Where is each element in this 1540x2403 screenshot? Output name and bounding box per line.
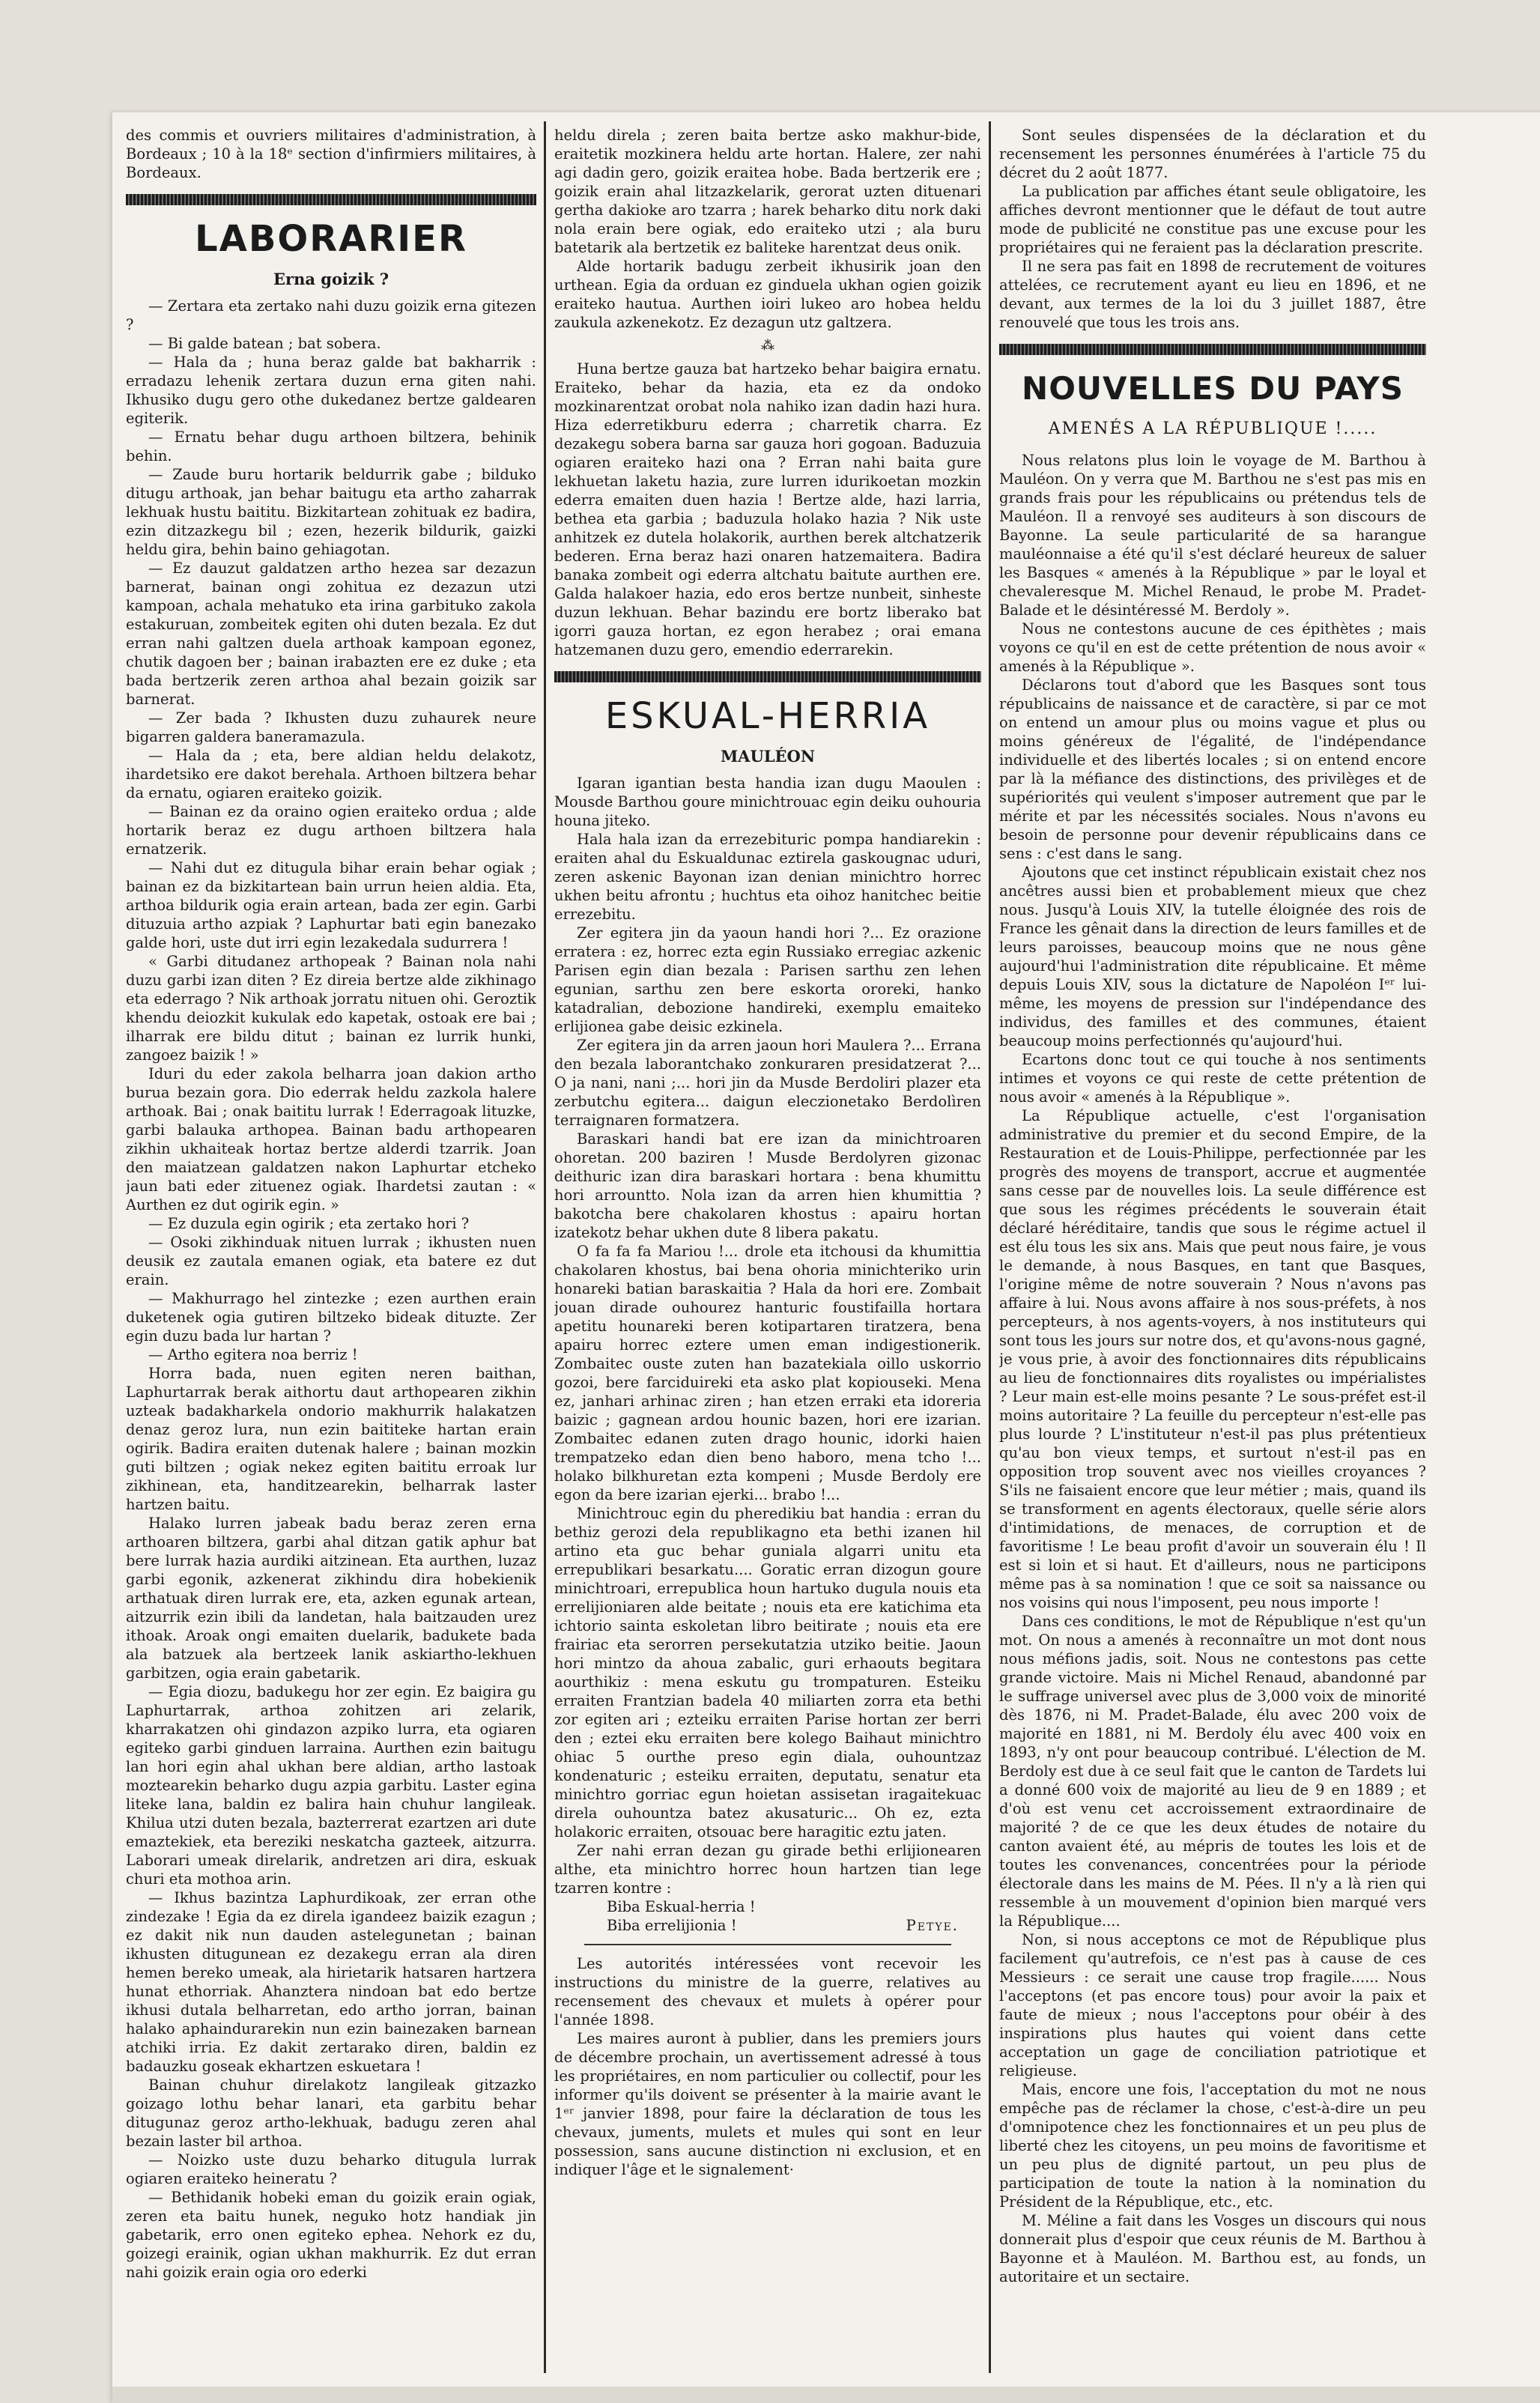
paragraph: — Ez dauzut galdatzen artho hezea sar dezazun barnerat, bainan ongi zohitua ez dezazun utzi kampoan, achala mehatuko eta irina garbituko zakola estakuruan, zombeitek egiten ohi duten bezala. Ez dut erran nahi galtzen duela arthoak kampoan egonez, chutik dagoen ber ; bainan irabazten ere ez duke ; eta bada bertzerik zeren arthoa ahal bezain goizik sar barnerat. <box>126 560 536 708</box>
paragraph: — Nahi dut ez ditugula bihar erain behar ogiak ; bainan ez da bizkitartean bain urrun heien aldia. Eta, arthoa bildurik ogia erain artean, bada zer egin. Garbi dituzuia artho azpiak ? Laphurtar bati egin banezako galde hori, uste dut irri egin lezakedala sudurrera ! <box>126 859 536 951</box>
paragraph: — Zertara eta zertako nahi duzu goizik erna gitezen ? <box>126 297 536 333</box>
paragraph: Ecartons donc tout ce qui touche à nos sentiments intimes et voyons ce qui reste de cette prétention de nous avoir « amenés à la République ». <box>999 1051 1426 1106</box>
paragraph: — Artho egitera noa berriz ! <box>148 1346 358 1363</box>
paragraph: heldu direla ; zeren baita bertze asko makhur-bide, eraitetik mozkinera heldu arte hortan. Halere, zer nahi agi dadin gero, goizik eraitea hobe. Bada bertzerik ere ; goizik erain ahal litzazkelarik, gerorat uzten dituenari gertha dakioke aro tzarra ; harek beharko ditu nork daki nola erain bere ogiak, edo eraiteko utzi ; ala buru batetarik ala bertzetik ez baliteke harentzat deus onik. <box>554 127 981 256</box>
paragraph: La République actuelle, c'est l'organisation administrative du premier et du second Empire, de la Restauration et de Louis-Philippe, perfectionnée par les progrès des moyens de transport, accrue et augmentée sans cesse par de nouvelles lois. La seule différence est que sous les régimes précédents le souverain était déclaré héréditaire, tandis que sous le régime actuel il est élu tous les six ans. Mais que peut nous faire, je vous le demande, à nous Basques, en tant que Basques, l'origine même de notre souverain ? Nous n'avons pas affaire à lui. Nous avons affaire à nos sous-préfets, à nos percepteurs, à nos agents-voyers, à nos instituteurs qui sont tous les jours sur notre dos, et qu'avons-nous gagné, je vous prie, à avoir des fonctionnaires dits républicains au lieu de fonctionnaires dits royalistes ou impérialistes ? Leur main est-elle moins pesante ? Le sous-préfet est-il moins autoritaire ? La feuille du percepteur n'est-elle pas plus lourde ? L'instituteur n'est-il pas plus prétentieux qu'au bon vieux temps, et surtout n'est-il pas en opposition trop souvent avec nos vieilles croyances ? S'ils ne faisaient encore que leur métier ; mais, quand ils se transforment en agents électoraux, quelle série alors d'intimidations, de menaces, de corruption et de favoritisme ! Le beau profit d'avoir un souverain élu ! Il est si loin et si haut. Et d'ailleurs, nous ne participons même pas à sa nomination ! que ce soit sa naissance ou nos voisins qui nous l'imposent, peu nous importe ! <box>999 1107 1426 1611</box>
column-rule-right <box>989 121 991 2373</box>
paragraph: Sont seules dispensées de la déclaration et du recensement les personnes énumérées à l'article 75 du décret du 2 août 1877. <box>999 127 1426 181</box>
ornament-band <box>554 671 981 682</box>
paragraph: Il ne sera pas fait en 1898 de recrutement de voitures attelées, ce recrutement ayant eu lieu en 1896, et ne devant, aux termes de la loi du 3 juillet 1887, être renouvelé que tous les trois ans. <box>999 258 1426 331</box>
column-rule-left <box>544 121 546 2373</box>
signature: Petye. <box>906 1917 959 1934</box>
laborarier-masthead: LABORARIER <box>195 218 467 260</box>
paragraph: M. Méline a fait dans les Vosges un discours qui nous donnerait plus d'espoir que ceux réunis de M. Barthou à Bayonne et à Mauléon. M. Barthou est, au fonds, un autoritaire et un sectaire. <box>999 2212 1426 2285</box>
verse-signature-line <box>554 1916 981 1935</box>
paragraph: — Zaude buru hortarik beldurrik gabe ; bilduko ditugu arthoak, jan behar baitugu eta artho zaharrak lekhuak hustu baititu. Bizkitartean zohituak ez badira, ezin ditzazkegu bil ; ezen, hezerik bildurik, gaizki heldu gira, behin baino gehiagotan. <box>126 466 536 558</box>
paragraph: Halako lurren jabeak badu beraz zeren erna arthoaren biltzera, garbi ahal ditzan gatik aphur bat bere lurrak hazia aurdiki aitzinean. Eta aurthen, luzaz garbi egonik, azkenerat zikhindu dira hobekienik arthatuak diren lurrak ere, eta, azken egunak artean, aitzurrik ezin ibili da landetan, hala baitzauden urez ithoak. Aroak ongi emaiten duelarik, badukete bada ala batzuek ala bertzeek lanik askiartho-lekhuen garbitzen, ogia erain gabetarik. <box>126 1515 536 1682</box>
paragraph: O fa fa fa Mariou !... drole eta itchousi da khumittia chakolaren khostus, bai bena ohoria minichteriko urin honareki batian baraskaitia ? Hala da hori ere. Zombait jouan dirade ouhourez hanturic foustifailla hortara apetitu hounareki beren kotipartaren tiratzera, bena apairu horrec eztere umen eman indigestionerik. Zombaitec ouste zuten han bazatekiala oillo uskorrio gozoi, bere farciduireki eta asko plat kopiouseki. Mena ez, janhari arhinac ziren ; han etzen erraki eta idoreria baizic ; gagnean ardou hounic bazen, hori ere izarian. Zombaitec edanen zuten drago hounic, idorki haien trempatzeko edan dien beno haboro, mena tcho !... holako bilkhuretan ezta kompeni ; Musde Berdoly ere egon da bere izarian ejerki... brabo !... <box>554 1243 981 1503</box>
article-body <box>126 297 536 2282</box>
paragraph: Nous relatons plus loin le voyage de M. Barthou à Mauléon. On y verra que M. Barthou ne s'est pas mis en grands frais pour les républicains ou prétendus tels de Mauléon. Il a renvoyé ses auditeurs à son discours de Bayonne. La seule particularité de sa harangue mauléonnaise a été qu'il s'est déclaré heureux de saluer les Basques « amenés à la République » par le loyal et chevaleresque M. Michel Renaud, le probe M. Pradet-Balade et le désintéressé M. Berdoly ». <box>999 452 1426 619</box>
separator-line <box>584 1944 951 1945</box>
paragraph: Zer egitera jin da arren jaoun hori Maulera ?... Errana den bezala laborantchako zonkuraren presidatzerat ?... O ja nani, nani ;... hori jin da Musde Berdoliri plazer eta zerbutchu egitera... daigun eleczionetako Berdolìren terraignaren formatzera. <box>554 1037 981 1129</box>
paragraph: — Hala da ; huna beraz galde bat bakharrik : erradazu lehenik zertara duzun erna giten nahi. Ikhusiko dugu gero othe dukedanez bertze galdearen egiterik. <box>126 354 536 427</box>
paragraph: Zer nahi erran dezan gu girade bethi erlijionearen althe, eta minichtro horrec houn hartzen tian lege tzarren kontre : <box>554 1842 981 1897</box>
paragraph: Baraskari handi bat ere izan da minichtroaren ohoretan. 200 baziren ! Musde Berdolyren gizonac deithuric izan dira baraskari hortara : bena khumittu hori arrountto. Nola izan da arren hien khumittia ? bakotcha bere chakolaren khostus : apairu hortan izatekotz behar ukhen dute 8 libera pakatu. <box>554 1130 981 1241</box>
eskual-herria-masthead: ESKUAL-HERRIA <box>604 695 931 737</box>
paragraph: « Garbi ditudanez arthopeak ? Bainan nola nahi duzu garbi izan diten ? Ez direia bertze alde zikhinago eta ederrago ? Nik arthoak jorratu nituen ohi. Geroztik khendu deiozkit kukulak edo kapetak, ostoak ere bai ; ilharrak ere bildu ditut ; bainan ez lurrik hunki, zangoez baizik ! » <box>126 953 536 1064</box>
ornament-band <box>999 344 1426 355</box>
intro-text: des commis et ouvriers militaires d'administration, à Bordeaux ; 10 à la 18ᵉ section d'infirmiers militaires, à Bordeaux. <box>126 127 536 181</box>
verse-text: Biba errelijionia ! <box>607 1917 737 1934</box>
paragraph: Nous ne contestons aucune de ces épithètes ; mais voyons ce qu'il en est de cette prétention de nous avoir « amenés à la République ». <box>999 620 1426 675</box>
ornament-band <box>126 194 536 205</box>
paragraph: Minichtrouc egin du pheredikiu bat handia : erran du bethiz gerozi dela republikagno eta bethi izanen hil artino eta guc behar guniala algarri unitu eta errepublikari besarkatu.... Goratic erran dizogun goure minichtroari, errepublica houn hartuko dugula nouis eta errelijioniaren alde beitate ; nouis eta ere katichima eta ichtorio sainta eskoletan libro beitirate ; nouis eta ere frairiac eta serorren persekutatzia utziko beitie. Jaoun hori mintzo da ahoua zabalic, guri erhaouts begitara aourthikiz : mena eskutu gu trompaturen. Esteiku erraiten Frantzian badela 40 miliarten zorra eta bethi zor egiten ari ; ezteiku erraiten Parise hortan zer berri den ; eztei eku erraiten bere kolego Baihaut minichtro ohiac 5 ourthe preso egin diala, ouhountzaz kondenaturic ; esteiku erraiten, deputatu, senatur eta minichtro gorriac egun hoietan assisetan iragaitekuac direla ouhountza batez akusaturic... Oh ez, ezta holakoric erraiten, otsouac bere haragitic eztu jaten. <box>554 1505 981 1840</box>
column-2 <box>554 126 981 2373</box>
paragraph: — Hala da ; eta, bere aldian heldu delakotz, ihardetsiko ere dakot berehala. Arthoen biltzera behar da ernatu, ogiaren eraiteko goizik. <box>126 747 536 801</box>
verse-text: Biba Eskual-herria ! <box>607 1898 756 1915</box>
section-subtitle: AMENÉS A LA RÉPUBLIQUE !..... <box>1048 419 1377 438</box>
paragraph: — Bethidanik hobeki eman du goizik erain ogiak, zeren eta baitu hunek, neguko hotz handiak jin gabetarik, erro onen egiteko ephea. Nehork ez du, goizegi erainik, ogian ukhan makhurrik. Ez dut erran nahi goizik erain ogia oro ederki <box>126 2189 536 2281</box>
paragraph: Déclarons tout d'abord que les Basques sont tous républicains de naissance et de caractère, si par ce mot on entend un amour plus ou moins vague et plus ou moins généreux de l'égalité, de l'indépendance individuelle et des libertés locales ; si on entend encore par là la méfiance des distinctions, des privilèges et de supériorités qui veulent s'imposer autrement que par le mérite et par les nécessités sociales. Nous n'avons eu besoin de personne pour devenir républicains dans ce sens : c'est dans le sang. <box>999 676 1426 862</box>
paragraph: Zer egitera jin da yaoun handi hori ?... Ez orazione erratera : ez, horrec ezta egin Russiako erregiac azkenic Parisen egin dian bezala : Parisen sarthu zen lehen egunian, sarthu zen bere eskorta ororeki, hanko katadralian, debozione handireki, exemplu emaiteko erlijionea gabe deisic ezkinela. <box>554 924 981 1035</box>
paragraph: Huna bertze gauza bat hartzeko behar baigira ernatu. Eraiteko, behar da hazia, eta ez da ondoko mozkinarentzat orobat nola nahiko izan dadin hazi hura. Hiza ederretikburu ederra ; charretik charra. Ez dezakegu sobera barna sar gauza hori gogoan. Baduzuia ogiaren eraiteko hazi ona ? Erran nahi baita gure lekhuetan laketu hazia, zure lurren idurikoetan mozkin ederra emaiten duen hazia ! Bertze alde, hazi larria, bethea eta garbia ; baduzula holako hazia ? Nik uste anhitzek ez dutela holakorik, aurthen berek altchatzerik bederen. Erna beraz hazi onaren hatzemaitera. Badira banaka zombeit ogi ederra altchatu baitute aurthen ere. Galda halakoer hazia, edo eros bertze nunbeit, sinheste duzun lekhuan. Behar bazindu ere bortz liberako bat igorri gauza hortan, ez egon herabez ; orai emana hatzemanen duzu gero, emendio ederrarekin. <box>554 360 981 658</box>
paragraph: — Makhurrago hel zintezke ; ezen aurthen erain duketenek ogia gutiren biltzeko bideak dituzte. Zer egin duzu bada lur hartan ? <box>126 1290 536 1345</box>
paragraph: Les maires auront à publier, dans les premiers jours de décembre prochain, un avertissement adressé à tous les propriétaires, en nom particulier ou collectif, pour les informer qu'ils doivent se présenter à la mairie avant le 1ᵉʳ janvier 1898, pour faire la déclaration de tous les chevaux, juments, mulets et mules qui sont en leur possession, sans aucune distinction ni exclusion, et en indiquer l'âge et le signalement· <box>554 2030 981 2178</box>
paragraph: Dans ces conditions, le mot de République n'est qu'un mot. On nous a amenés à reconnaître un mot dont nous nous méfions jadis, soit. Nous ne contestons pas cette grande victoire. Mais ni Michel Renaud, abandonné par le suffrage universel avec plus de 3,000 voix de minorité dès 1876, ni M. Pradet-Balade, élu avec 200 voix de majorité en 1881, ni M. Berdoly élu avec 400 voix en 1893, n'y ont pour beaucoup contribué. L'élection de M. Berdoly est due à ce seul fait que le canton de Tardets lui a donné 600 voix de majorité au lieu de 9 en 1889 ; et d'où est venu cet accroissement extraordinaire de majorité ? de ce que les deux études de notaire du canton avaient été, au mépris de toutes les lois et de toutes les convenances, concentrées pour la période électorale dans les mains de M. Pées. Il n'y a là rien qui ressemble à un mouvement d'opinion bien marqué vers la République.... <box>999 1613 1426 1930</box>
paragraph: — Noizko uste duzu beharko ditugula lurrak ogiaren eraiteko heineratu ? <box>126 2151 536 2187</box>
newspaper-page <box>112 112 1540 2403</box>
paragraph: Horra bada, nuen egiten neren baithan, Laphurtarrak berak aithortu daut arthopearen zikhin uzteak badakharkela ondorio makhurrik halakatzen denaz geroz lura, nun ezin baititeke hartan erain ogirik. Badira eraiten dutenak halere ; bainan mozkin guti biltzen ; ogiak nekez egiten baititu erroak lur zikhinean, eta, handitzearekin, belharrak laster hartzen baitu. <box>126 1365 536 1513</box>
paragraph: — Egia diozu, badukegu hor zer egin. Ez baigira gu Laphurtarrak, arthoa zohitzen ari zelarik, kharrakatzen ohi gindazon azpiko lurra, eta ogiaren egiteko garbi ginduen larraina. Aurthen ezin baitugu lan hori egin ahal ukhan bere aldian, artho lastoak moztearekin beharko dugu azpia garbitu. Laster egina liteke lana, baldin ez balira hain chuhur langileak. Khilua utzi duten bezala, bazterrerat ezartzen ari dute emaztekiek, eta bereziki neskatcha gazteek, aitzurra. Laborari umeak direlarik, andretzen ari dira, eskuak churi eta mothoa arin. <box>126 1683 536 1888</box>
paragraph: Les autorités intéressées vont recevoir les instructions du ministre de la guerre, relatives au recensement des chevaux et mulets à opérer pour l'année 1898. <box>554 1955 981 2028</box>
paragraph: Mais, encore une fois, l'acceptation du mot ne nous empêche pas de réclamer la chose, c'est-à-dire un peu d'omnipotence chez les fonctionnaires et un peu plus de liberté chez les citoyens, un peu moins de favoritisme et un peu plus de dignité partout, un peu plus de participation de toute la nation à la nomination du Président de la République, etc., etc. <box>999 2081 1426 2210</box>
paragraph: — Ikhus bazintza Laphurdikoak, zer erran othe zindezake ! Egia da ez direla igandeez baizik ezagun ; ez dakit nik nun dauden astelegunetan ; bainan ikhusten ditugunean ez dezakegu erran ala diren hemen bereko umeak, ala hirietarik hatsaren hartzera hunat ethorriak. Ahanztera nindoan bat edo bertze ikhusi dutala belharretan, edo artho jorran, bainan halako aphaindurarekin nun ezin bainezaken barnean atchiki irria. Ez dakit zertarako diren, baldin ez badauzku goseak ekhartzen eskuetara ! <box>126 1889 536 2075</box>
paragraph: Alde hortarik badugu zerbeit ikhusirik joan den urthean. Egia da orduan ez ginduela ukhan ogien goizik eraiteko hautua. Aurthen ioiri lukeo aro hobea heldu zaukula azkenekotz. Ez dezagun utz galtzera. <box>554 258 981 331</box>
paragraph: — Bainan ez da oraino ogien eraiteko ordua ; alde hortarik beraz ez dugu arthoen biltzera hala ernatzerik. <box>126 803 536 858</box>
section-subtitle: Erna goizik ? <box>273 270 389 288</box>
column-1 <box>126 126 536 2373</box>
page-bottom-edge <box>112 2387 1540 2403</box>
verse-line <box>554 1897 981 1916</box>
nouvelles-du-pays-masthead: NOUVELLES DU PAYS <box>1022 370 1404 407</box>
paragraph: — Osoki zikhinduak nituen lurrak ; ikhusten nuen deusik ez zautala emanen ogiak, eta batere ez dut erain. <box>126 1234 536 1288</box>
paragraph: Ajoutons que cet instinct républicain existait chez nos ancêtres aussi bien et probablement mieux que chez nous. Jusqu'à Louis XIV, la tutelle éloignée des rois de France les gênait dans la direction de leurs familles et de leurs paroisses, beaucoup moins que ne nous gêne aujourd'hui l'administration dite républicaine. Et même depuis Louis XIV, sous la dictature de Napoléon Iᵉʳ lui-même, les moyens de pression sur l'indépendance des individus, des familles et des communes, étaient beaucoup moins perfectionnés qu'aujourd'hui. <box>999 864 1426 1049</box>
section-subtitle: MAULÉON <box>720 747 816 766</box>
paragraph: Non, si nous acceptons ce mot de République plus facilement qu'autrefois, ce n'est pas à cause de ces Messieurs : ce serait une cause trop fragile...... Nous l'acceptons (et pas encore tous) pour avoir la paix et faute de mieux ; nous l'acceptons pour obéir à des inspirations plus hautes qui voient dans cette acceptation un gage de conciliation patriotique et religieuse. <box>999 1931 1426 2079</box>
paragraph: — Bi galde batean ; bat sobera. <box>148 335 381 352</box>
paragraph: Iduri du eder zakola belharra joan dakion artho burua bezain gora. Dio ederrak heldu zazkola halere arthoak. Bai ; onak baititu lurrak ! Ederragoak lituzke, garbi balauka arthopea. Bainan badu arthopearen zikhin ukhaiteak hortaz bertze alderdi tzarrik. Joan den maiatzean galdatzen nakon Laphurtar etcheko jaun bati eder zituenez ogiak. Ihardetsi zautan : « Aurthen ez dut ogirik egin. » <box>126 1065 536 1213</box>
star-separator: ⁂ <box>761 338 774 354</box>
paragraph: Igaran igantian besta handia izan dugu Maoulen : Mousde Barthou goure minichtrouac egin deiku ouhouria houna jiteko. <box>554 775 981 829</box>
paragraph: Bainan chuhur direlakotz langileak gitzazko goizago lothu behar lanari, eta garbitu behar ditugunaz geroz artho-lekhuak, badugu zeren ahal bezain laster bil arthoa. <box>126 2076 536 2150</box>
paragraph: — Ernatu behar dugu arthoen biltzera, behinik behin. <box>126 428 536 464</box>
paragraph: — Zer bada ? Ikhusten duzu zuhaurek neure bigarren galdera baneramazula. <box>126 709 536 745</box>
paragraph: Hala hala izan da errezebituric pompa handiarekin : eraiten ahal du Eskualdunac eztirela gaskougnac uduri, zeren askenic Bayonan izan denian minichtro horrec ukhen beitu afrontu ; huchtus eta oihoz hanitchec beitie errezebitu. <box>554 831 981 923</box>
paragraph: La publication par affiches étant seule obligatoire, les affiches devront mentionner que le défaut de tout autre mode de publicité ne constitue pas une excuse pour les propriétaires qui ne feraient pas la déclaration prescrite. <box>999 183 1426 256</box>
paragraph: — Ez duzula egin ogirik ; eta zertako hori ? <box>148 1215 470 1232</box>
column-3 <box>999 126 1426 2373</box>
